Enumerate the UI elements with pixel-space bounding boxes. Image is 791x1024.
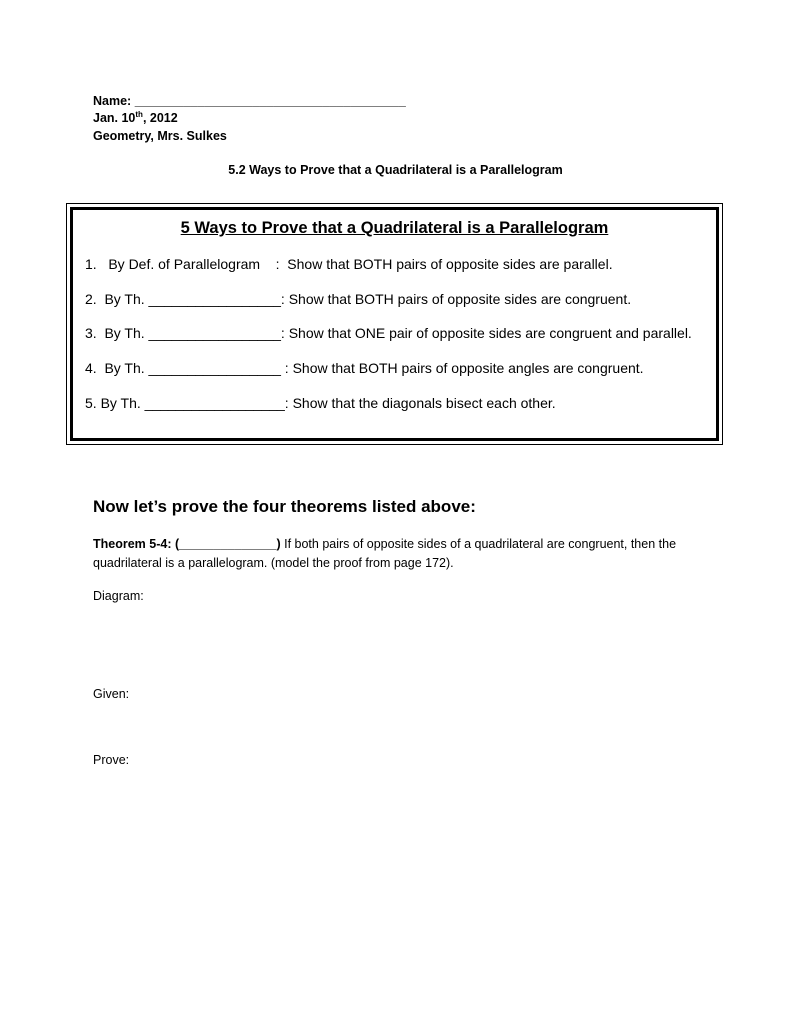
method-item-1: 1. By Def. of Parallelogram : Show that BOTH pairs of opposite sides are parallel. — [85, 256, 613, 272]
prove-label: Prove: — [93, 753, 130, 767]
page-subtitle: 5.2 Ways to Prove that a Quadrilateral is a Parallelogram — [228, 163, 563, 177]
theorem-statement — [93, 535, 713, 573]
method-item-3: 3. By Th. _________________: Show that ONE pair of opposite sides are congruent and parallel. — [85, 325, 692, 341]
name-blank[interactable]: _______________________________________ — [134, 94, 406, 108]
theorem-label: Theorem 5-4: (______________) — [93, 537, 281, 551]
given-label: Given: — [93, 687, 130, 701]
methods-box-title: 5 Ways to Prove that a Quadrilateral is a Parallelogram — [180, 219, 609, 237]
method-item-4: 4. By Th. _________________ : Show that BOTH pairs of opposite angles are congruent. — [85, 360, 644, 376]
section-heading: Now let’s prove the four theorems listed above: — [93, 497, 476, 516]
date-ordinal: th — [135, 109, 143, 119]
diagram-label: Diagram: — [93, 589, 144, 603]
method-item-2: 2. By Th. _________________: Show that BOTH pairs of opposite sides are congruent. — [85, 291, 632, 307]
date-prefix: Jan. 10 — [93, 111, 136, 125]
date-year: , 2012 — [142, 111, 178, 125]
method-item-5: 5. By Th. __________________: Show that the diagonals bisect each other. — [85, 395, 556, 411]
course-line: Geometry, Mrs. Sulkes — [93, 129, 227, 143]
methods-box-inner — [70, 207, 719, 441]
name-line — [93, 93, 406, 110]
name-label: Name: — [93, 94, 135, 108]
theorem-text: If both pairs of opposite sides of a quadrilateral are congruent, then the quadrilateral is a parallelogram. (model the proof from page 172). — [93, 537, 677, 570]
methods-box — [66, 203, 723, 445]
date-line — [93, 110, 178, 127]
